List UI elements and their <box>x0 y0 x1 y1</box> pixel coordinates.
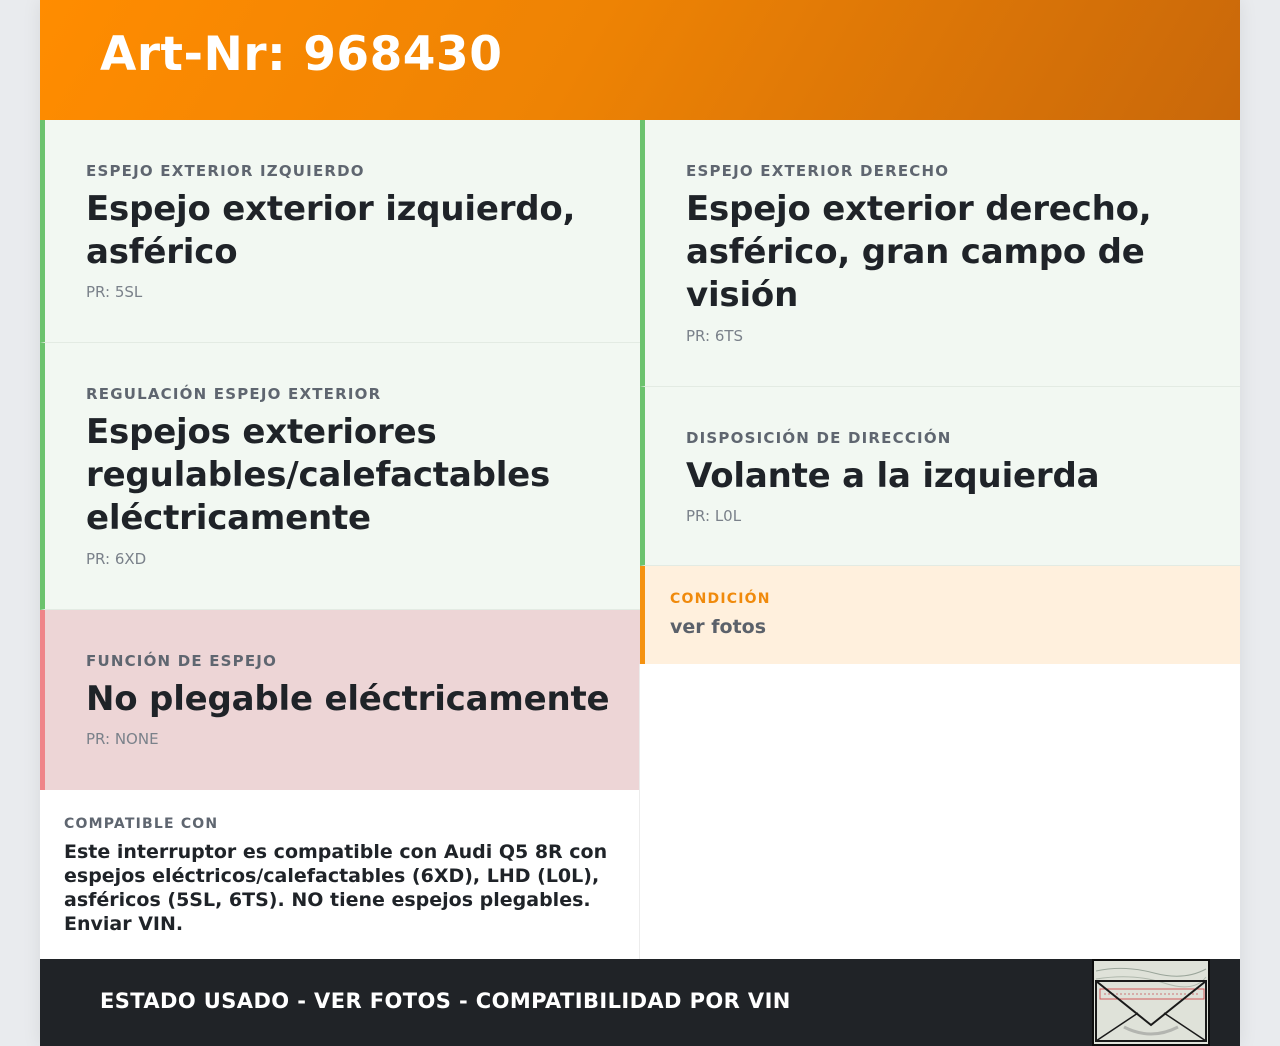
card-pr-code: PR: 6TS <box>686 327 744 345</box>
card-pr-code: PR: NONE <box>86 730 159 748</box>
envelope-icon <box>1094 961 1208 1044</box>
compatibility-label: COMPATIBLE CON <box>64 816 219 832</box>
product-thumbnail[interactable] <box>1092 959 1210 1046</box>
header <box>40 0 1240 120</box>
card-mirror-function <box>40 610 640 790</box>
card-label: REGULACIÓN ESPEJO EXTERIOR <box>86 385 382 403</box>
card-value: Volante a la izquierda <box>686 456 1100 496</box>
condition-label: CONDICIÓN <box>670 591 771 607</box>
article-number-title: Art-Nr: 968430 <box>100 27 503 82</box>
card-label: DISPOSICIÓN DE DIRECCIÓN <box>686 429 952 447</box>
card-label: ESPEJO EXTERIOR DERECHO <box>686 162 950 180</box>
card-value: Espejo exterior izquierdo, asférico <box>86 189 576 272</box>
footer-text: ESTADO USADO - VER FOTOS - COMPATIBILIDAD POR VIN <box>100 989 791 1013</box>
compatibility-section <box>40 790 640 959</box>
card-label: FUNCIÓN DE ESPEJO <box>86 652 278 670</box>
column-divider <box>639 664 640 959</box>
card-left-mirror <box>40 120 640 343</box>
compatibility-text: Este interruptor es compatible con Audi Q5 8R con espejos eléctricos/calefactables (6XD), LHD (L0L), asféricos (5SL, 6TS). NO tiene espejos plegables. Enviar VIN. <box>64 841 608 935</box>
card-right-mirror <box>640 120 1240 387</box>
card-pr-code: PR: 5SL <box>86 283 143 301</box>
footer <box>40 959 1240 1046</box>
card-mirror-adjustment <box>40 343 640 610</box>
card-value: Espejos exteriores regulables/calefactables eléctricamente <box>86 412 551 538</box>
condition-card <box>640 566 1240 664</box>
condition-text: ver fotos <box>670 616 767 638</box>
card-pr-code: PR: L0L <box>686 507 742 525</box>
card-label: ESPEJO EXTERIOR IZQUIERDO <box>86 162 365 180</box>
card-value: No plegable eléctricamente <box>86 679 610 719</box>
card-steering <box>640 387 1240 566</box>
card-value: Espejo exterior derecho, asférico, gran campo de visión <box>686 189 1152 315</box>
card-pr-code: PR: 6XD <box>86 550 147 568</box>
page <box>40 0 1240 1046</box>
